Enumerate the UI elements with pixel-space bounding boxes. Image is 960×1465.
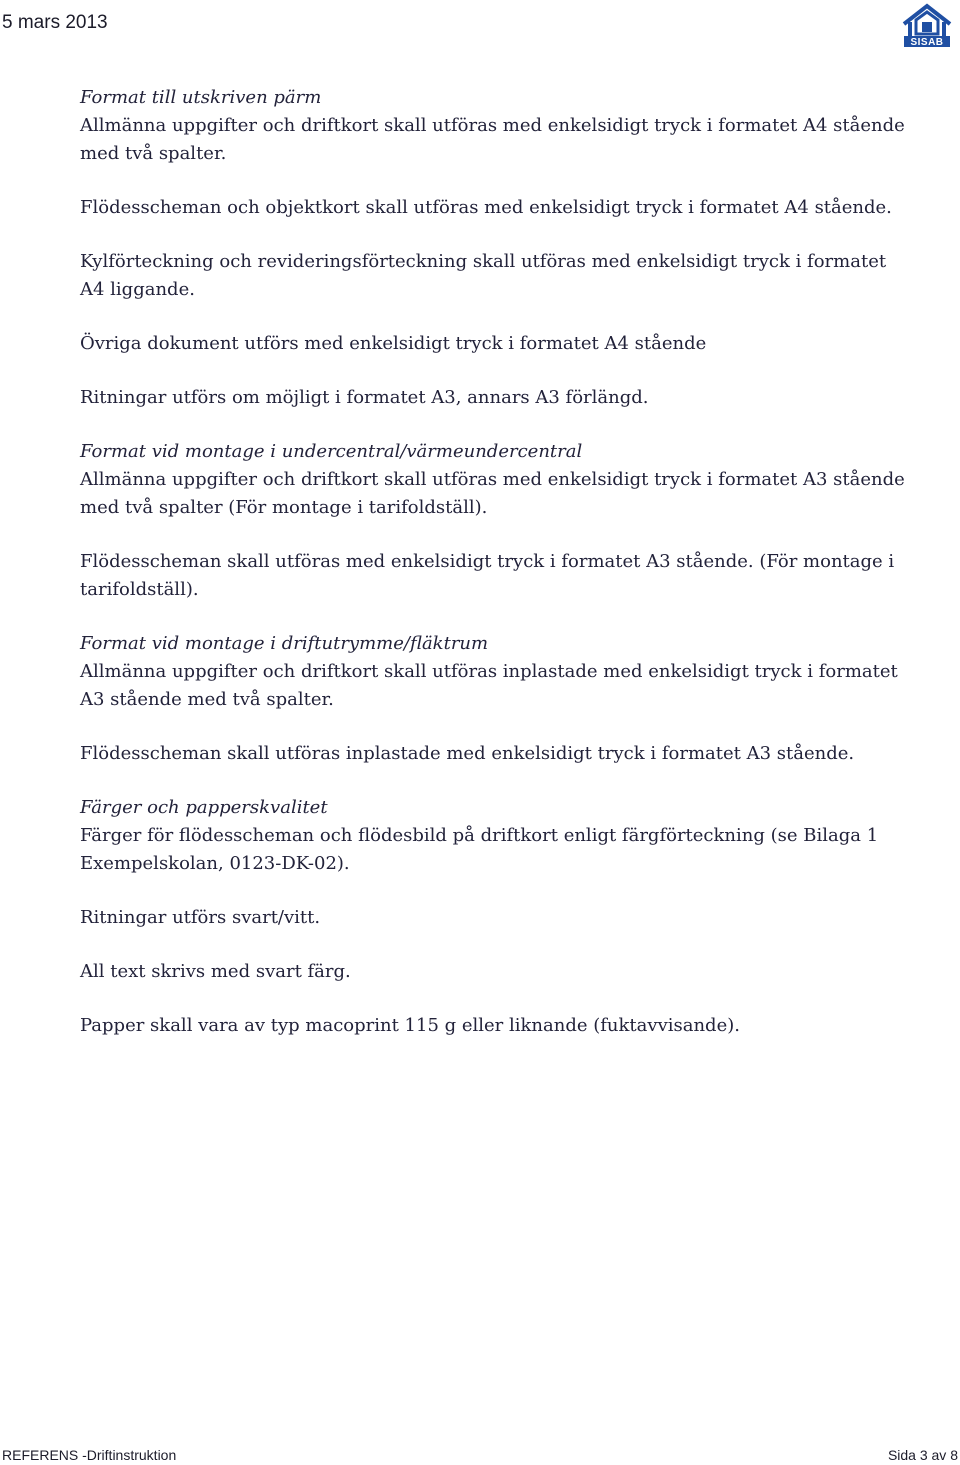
section-heading: Format vid montage i undercentral/värmeundercentral [80, 441, 583, 462]
section-heading: Färger och papperskvalitet [80, 797, 328, 818]
paragraph: Allmänna uppgifter och driftkort skall utföras med enkelsidigt tryck i formatet A4 stående med två spalter. [80, 115, 905, 164]
paragraph: Ritningar utförs svart/vitt. [80, 907, 321, 928]
paragraph: Flödesscheman skall utföras med enkelsidigt tryck i formatet A3 stående. (För montage i tarifoldställ). [80, 551, 895, 600]
header-date: 5 mars 2013 [2, 12, 108, 33]
section-format-driftutrymme [80, 630, 910, 768]
logo-text: SISAB [910, 37, 944, 48]
paragraph: Färger för flödesscheman och flödesbild på driftkort enligt färgförteckning (se Bilaga 1 Exempelskolan, 0123-DK-02). [80, 825, 879, 874]
paragraph: Flödesscheman skall utföras inplastade med enkelsidigt tryck i formatet A3 stående. [80, 743, 855, 764]
section-heading: Format till utskriven pärm [80, 87, 322, 108]
sisab-logo [900, 2, 954, 48]
footer-page-number: Sida 3 av 8 [887, 1447, 958, 1463]
document-body [80, 84, 910, 1040]
paragraph: All text skrivs med svart färg. [80, 961, 351, 982]
paragraph: Allmänna uppgifter och driftkort skall utföras inplastade med enkelsidigt tryck i formatet A3 stående med två spalter. [80, 661, 898, 710]
paragraph: Papper skall vara av typ macoprint 115 g eller liknande (fuktavvisande). [80, 1015, 740, 1036]
paragraph: Ritningar utförs om möjligt i formatet A3, annars A3 förlängd. [80, 387, 649, 408]
paragraph: Övriga dokument utförs med enkelsidigt tryck i formatet A4 stående [80, 333, 707, 354]
section-heading: Format vid montage i driftutrymme/fläktrum [80, 633, 489, 654]
paragraph: Flödesscheman och objektkort skall utföras med enkelsidigt tryck i formatet A4 stående. [80, 197, 892, 218]
paragraph: Allmänna uppgifter och driftkort skall utföras med enkelsidigt tryck i formatet A3 stående med två spalter (För montage i tarifoldställ). [80, 469, 905, 518]
section-format-parm [80, 84, 910, 412]
section-farger [80, 794, 910, 1040]
section-format-undercentral [80, 438, 910, 604]
footer-document-title: REFERENS -Driftinstruktion [2, 1447, 177, 1463]
paragraph: Kylförteckning och revideringsförteckning skall utföras med enkelsidigt tryck i formatet A4 liggande. [80, 251, 887, 300]
